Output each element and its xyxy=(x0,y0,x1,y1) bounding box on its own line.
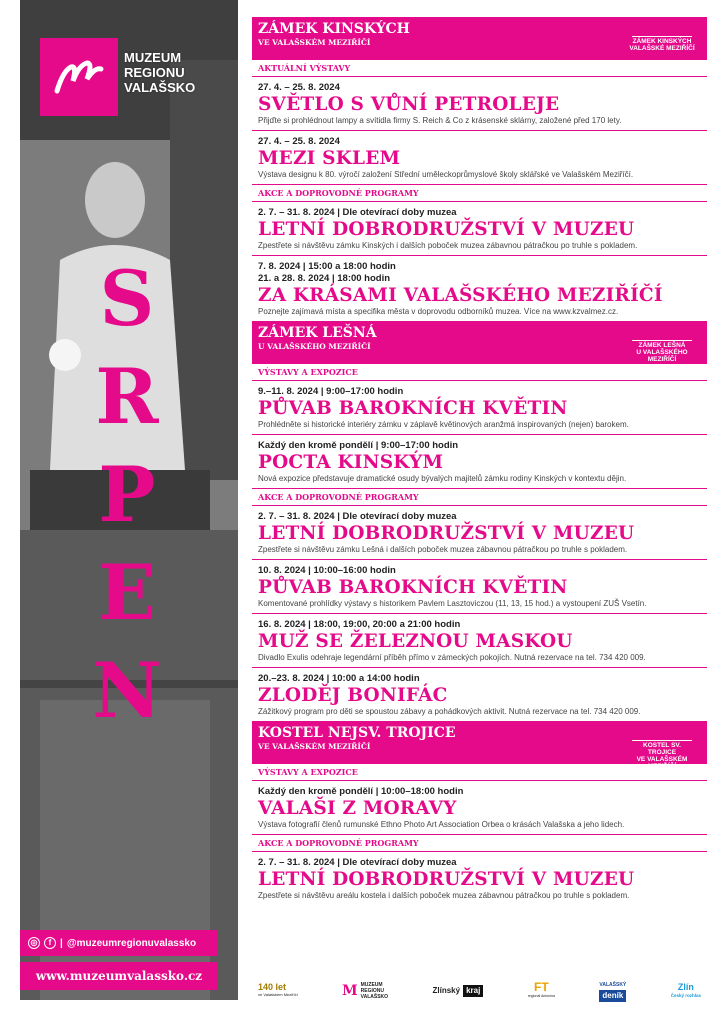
event-date: 10. 8. 2024 | 10:00–16:00 hodin xyxy=(258,565,396,576)
social-bar[interactable] xyxy=(20,930,218,956)
logo-line: VALAŠSKO xyxy=(360,994,389,1000)
badge-line: VE VALAŠSKÉM MEZIŘÍČÍ xyxy=(636,756,688,770)
anniv-sub: ve Valašském Meziříčí xyxy=(258,992,298,997)
event xyxy=(252,614,707,668)
event xyxy=(252,852,707,905)
logo-line: REGIONU xyxy=(124,65,185,80)
event-desc: Komentované prohlídky výstavy s historikem Pavlem Lasztoviczou (11, 13, 15 hod.) a vystoupení ZUŠ Vsetín. xyxy=(258,599,647,608)
anniversary-logo xyxy=(258,983,298,999)
left-photo-panel xyxy=(20,0,238,1000)
event-date-2: 21. a 28. 8. 2024 | 18:00 hodin xyxy=(258,273,391,284)
badge-line: VALAŠSKÉ MEZIŘÍČÍ xyxy=(629,45,695,52)
rozhlas-city: Zlín xyxy=(677,981,694,992)
museum-logo-text xyxy=(124,50,234,95)
logo-line: MUZEUM xyxy=(124,50,182,65)
denik-text: deník xyxy=(599,990,626,1002)
website-link[interactable]: www.muzeumvalassko.cz xyxy=(20,962,218,990)
event-date: 2. 7. – 31. 8. 2024 | Dle otevírací doby muzea xyxy=(258,511,457,522)
event-desc: Prohlédněte si historické interiéry zámku v záplavě květinových aranžmá inspirovaných (nejen) barokem. xyxy=(258,420,629,429)
event-desc: Výstava fotografií členů rumunské Ethno Photo Art Association Orbea o krásách Valašska a jeho lidech. xyxy=(258,820,625,829)
event xyxy=(252,668,707,721)
museum-logo xyxy=(40,38,118,116)
badge-line: KOSTEL SV. TROJICE xyxy=(643,742,681,756)
section-label: AKCE A DOPROVODNÉ PROGRAMY xyxy=(252,834,707,852)
event-title: POCTA KINSKÝM xyxy=(258,452,444,473)
venue-sub: VE VALAŠSKÉM MEZIŘÍČÍ xyxy=(258,38,371,47)
kraj-text: kraj xyxy=(463,985,483,997)
event xyxy=(252,506,707,560)
venue-badge xyxy=(629,25,695,51)
event-title: SVĚTLO S VŮNÍ PETROLEJE xyxy=(258,94,560,115)
event-title: MUŽ SE ŽELEZNOU MASKOU xyxy=(258,631,573,652)
castle-icon xyxy=(632,25,692,37)
event xyxy=(252,256,707,321)
badge-line: ZÁMEK LEŠNÁ xyxy=(638,342,686,349)
venue-name: ZÁMEK KINSKÝCH xyxy=(258,21,410,37)
event-desc: Zpestřete si návštěvu zámku Lešná i dalších poboček muzea zábavnou pátračkou po truhle s pokladem. xyxy=(258,545,628,554)
venue-name: KOSTEL NEJSV. TROJICE xyxy=(258,725,456,741)
program-column xyxy=(252,17,707,905)
event-date: 2. 7. – 31. 8. 2024 | Dle otevírací doby muzea xyxy=(258,207,457,218)
event-title: LETNÍ DOBRODRUŽSTVÍ V MUZEU xyxy=(258,869,635,890)
event-title: ZA KRÁSAMI VALAŠSKÉHO MEZIŘÍČÍ xyxy=(258,285,663,306)
venue-badge xyxy=(629,729,695,770)
event-date: 27. 4. – 25. 8. 2024 xyxy=(258,136,340,147)
ft-text: FT xyxy=(534,979,549,994)
event-title: ZLODĚJ BONIFÁC xyxy=(258,685,448,706)
event-title: MEZI SKLEM xyxy=(258,148,401,169)
social-handle[interactable]: @muzeumregionuvalassko xyxy=(66,937,197,949)
venue-header-lesna xyxy=(252,321,707,363)
venue-sub: VE VALAŠSKÉM MEZIŘÍČÍ xyxy=(258,742,371,751)
venue-sub: U VALAŠSKÉHO MEZIŘÍČÍ xyxy=(258,342,371,351)
event-desc: Divadlo Exulis odehraje legendární příběh přímo v zámeckých pokojích. Nutná rezervace na tel. 734 420 009. xyxy=(258,653,646,662)
event-desc: Zpestřete si návštěvu zámku Kinských i dalších poboček muzea zábavnou pátračkou po truhle s pokladem. xyxy=(258,241,638,250)
facebook-icon[interactable]: f xyxy=(44,937,56,949)
logo-line: MUZEUM xyxy=(360,982,383,988)
event-date: 7. 8. 2024 | 15:00 a 18:00 hodin xyxy=(258,261,396,272)
event xyxy=(252,77,707,131)
section-label: VÝSTAVY A EXPOZICE xyxy=(252,363,707,381)
month-letter: E xyxy=(98,548,156,637)
section-label: AKCE A DOPROVODNÉ PROGRAMY xyxy=(252,184,707,202)
event xyxy=(252,781,707,834)
museum-m-icon: M xyxy=(342,983,358,999)
divider: | xyxy=(60,937,63,949)
section-label: AKCE A DOPROVODNÉ PROGRAMY xyxy=(252,488,707,506)
event-date: 16. 8. 2024 | 18:00, 19:00, 20:00 a 21:00 hodin xyxy=(258,619,461,630)
logo-line: VALAŠSKO xyxy=(124,80,196,95)
venue-name: ZÁMEK LEŠNÁ xyxy=(258,325,377,341)
event-title: PŮVAB BAROKNÍCH KVĚTIN xyxy=(258,577,568,598)
event-title: LETNÍ DOBRODRUŽSTVÍ V MUZEU xyxy=(258,219,635,240)
rozhlas-name: Český rozhlas xyxy=(670,992,701,998)
event-date: Každý den kromě pondělí | 9:00–17:00 hodin xyxy=(258,440,459,451)
month-letter: P xyxy=(98,450,156,539)
denik-top: VALAŠSKÝ xyxy=(599,981,627,988)
event-desc: Zážitkový program pro děti se spoustou zábavy a pohádkových aktivit. Nutná rezervace na tel. 734 420 009. xyxy=(258,707,641,716)
section-label: VÝSTAVY A EXPOZICE xyxy=(252,763,707,781)
event-date: Každý den kromě pondělí | 10:00–18:00 hodin xyxy=(258,786,464,797)
ft-sub: regionál Antonína xyxy=(527,993,555,998)
event-date: 9.–11. 8. 2024 | 9:00–17:00 hodin xyxy=(258,386,404,397)
event-desc: Výstava designu k 80. výročí založení Střední uměleckoprůmyslové školy sklářské ve Valašském Meziříčí. xyxy=(258,170,634,179)
rozhlas-logo xyxy=(671,983,701,1000)
event-desc: Nová expozice představuje dramatické osudy bývalých majitelů zámku rodiny Kinských v kontextu dějin. xyxy=(258,474,627,483)
event-title: LETNÍ DOBRODRUŽSTVÍ V MUZEU xyxy=(258,523,635,544)
month-letter: S xyxy=(99,254,155,343)
instagram-icon[interactable]: ◎ xyxy=(28,937,40,949)
venue-header-kinsky xyxy=(252,17,707,59)
church-icon xyxy=(632,729,692,741)
event-date: 27. 4. – 25. 8. 2024 xyxy=(258,82,340,93)
badge-line: U VALAŠSKÉHO MEZIŘÍČÍ xyxy=(636,349,688,363)
museum-footer-logo xyxy=(342,982,388,1000)
event-date: 2. 7. – 31. 8. 2024 | Dle otevírací doby muzea xyxy=(258,857,457,868)
event xyxy=(252,131,707,184)
denik-logo xyxy=(599,981,626,1002)
event-title: VALAŠI Z MORAVY xyxy=(258,798,457,819)
event-date: 20.–23. 8. 2024 | 10:00 a 14:00 hodin xyxy=(258,673,420,684)
museum-m-icon xyxy=(53,57,105,97)
month-letter: R xyxy=(95,352,159,441)
badge-line: ZÁMEK KINSKÝCH xyxy=(632,38,692,45)
partner-logos xyxy=(252,974,707,1008)
logo-line: REGIONU xyxy=(360,988,384,994)
anniv-text: 140 let xyxy=(258,982,287,992)
event-title: PŮVAB BAROKNÍCH KVĚTIN xyxy=(258,398,568,419)
castle-icon xyxy=(632,329,692,341)
event xyxy=(252,202,707,256)
month-letter: N xyxy=(92,646,162,735)
venue-badge xyxy=(629,329,695,363)
event-desc: Přijďte si prohlédnout lampy a svítidla firmy S. Reich & Co z krásenské sklárny, založené před 170 lety. xyxy=(258,116,622,125)
month-title xyxy=(92,250,162,740)
event-desc: Poznejte zajímavá místa a specifika města v doprovodu odborníků muzea. Více na www.kzvalmez.cz. xyxy=(258,307,619,316)
zlin-kraj-logo xyxy=(432,985,483,997)
venue-header-kostel xyxy=(252,721,707,770)
ft-logo xyxy=(527,979,555,1000)
section-label: AKTUÁLNÍ VÝSTAVY xyxy=(252,59,707,77)
event xyxy=(252,560,707,614)
event xyxy=(252,381,707,435)
event-desc: Zpestřete si návštěvu areálu kostela i dalších poboček muzea zábavnou pátračkou po truhle s pokladem. xyxy=(258,891,630,900)
event xyxy=(252,435,707,488)
zlin-text: Zlínský xyxy=(432,986,461,995)
